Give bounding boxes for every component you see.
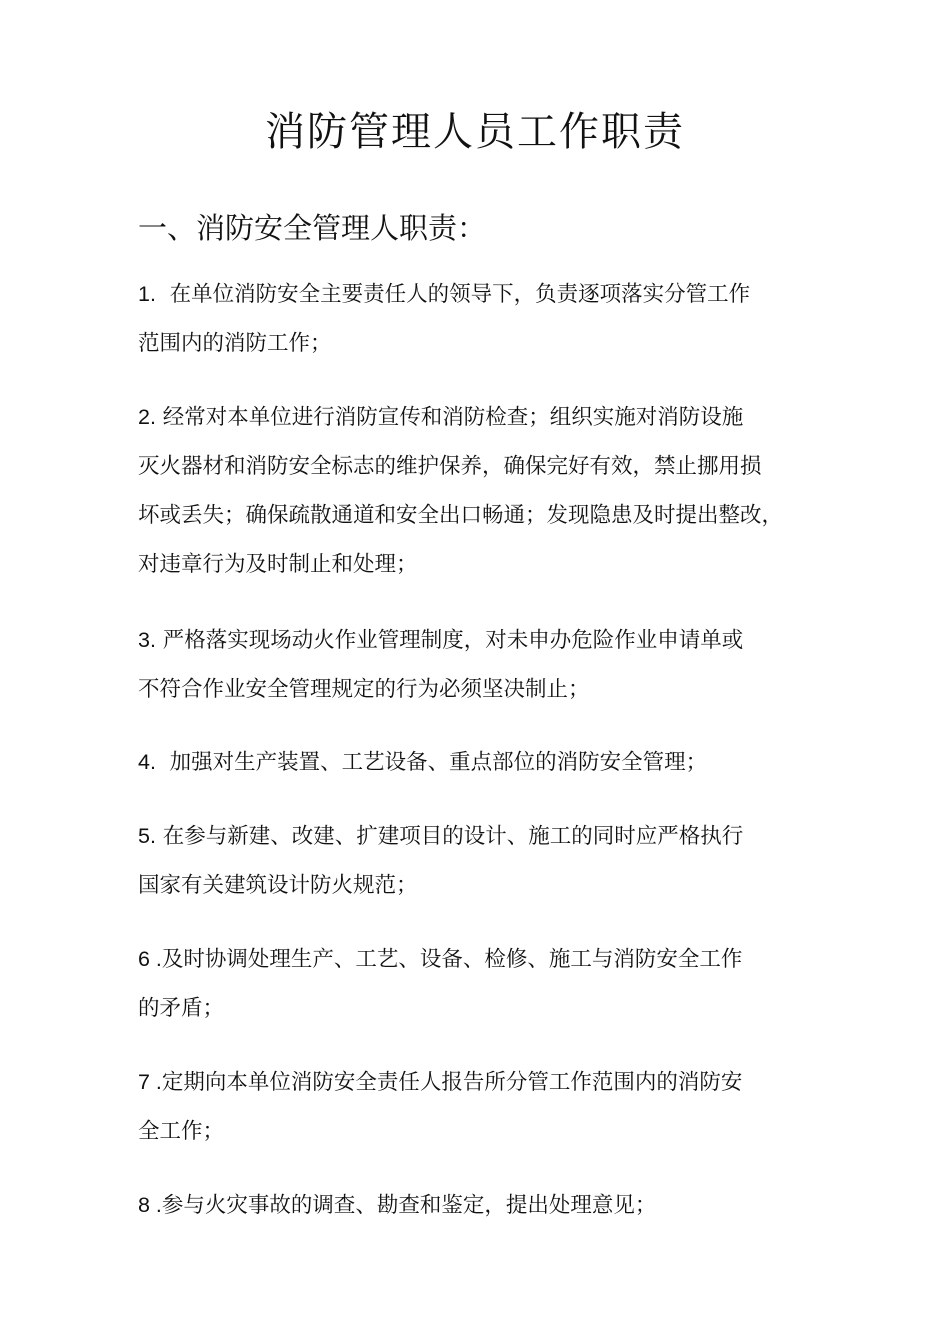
duty-item-7 xyxy=(138,1058,838,1156)
duty-item-line: 灭火器材和消防安全标志的维护保养，确保完好有效，禁止挪用损 xyxy=(138,454,762,479)
item-text: 参与火灾事故的调查、勘查和鉴定，提出处理意见； xyxy=(161,1193,657,1218)
duty-item-line: 对违章行为及时制止和处理； xyxy=(138,552,418,577)
duty-item-3 xyxy=(138,616,838,714)
duty-item-line: 国家有关建筑设计防火规范； xyxy=(138,873,418,898)
item-number: 6 . xyxy=(138,947,162,971)
duty-item-line xyxy=(138,270,838,319)
duty-item-line: 范围内的消防工作； xyxy=(138,331,332,356)
duty-item-line: 坏或丢失；确保疏散通道和安全出口畅通；发现隐患及时提出整改， xyxy=(138,503,784,528)
duty-item-line: 不符合作业安全管理规定的行为必须坚决制止； xyxy=(138,677,590,702)
duty-item-line xyxy=(138,1058,838,1107)
duty-item-line xyxy=(138,935,838,984)
duty-item-line xyxy=(138,1181,838,1230)
duty-item-2 xyxy=(138,393,838,589)
item-text: 严格落实现场动火作业管理制度，对未申办危险作业申请单或 xyxy=(162,628,744,653)
duty-item-5 xyxy=(138,812,838,910)
item-text: 在参与新建、改建、扩建项目的设计、施工的同时应严格执行 xyxy=(162,824,744,849)
duty-item-line xyxy=(138,393,838,442)
item-number: 4. xyxy=(138,750,156,774)
item-text: 定期向本单位消防安全责任人报告所分管工作范围内的消防安 xyxy=(161,1070,743,1095)
duty-item-8 xyxy=(138,1181,838,1230)
duty-item-line: 的矛盾； xyxy=(138,996,225,1021)
item-number: 7 . xyxy=(138,1070,162,1094)
duty-item-line xyxy=(138,812,838,861)
item-number: 3. xyxy=(138,628,156,652)
item-number: 8 . xyxy=(138,1193,162,1217)
item-text: 经常对本单位进行消防宣传和消防检查；组织实施对消防设施 xyxy=(162,405,744,430)
item-number: 2. xyxy=(138,405,156,429)
item-number: 5. xyxy=(138,824,156,848)
section-heading: 一、消防安全管理人职责： xyxy=(138,211,487,245)
duty-item-4 xyxy=(138,738,838,787)
duty-item-line xyxy=(138,738,838,787)
duty-item-line xyxy=(138,616,838,665)
duty-item-6 xyxy=(138,935,838,1033)
item-number: 1. xyxy=(138,282,156,306)
duty-item-line: 全工作； xyxy=(138,1119,225,1144)
item-text: 在单位消防安全主要责任人的领导下，负责逐项落实分管工作 xyxy=(169,282,751,307)
item-text: 加强对生产装置、工艺设备、重点部位的消防安全管理； xyxy=(169,750,708,775)
page-title: 消防管理人员工作职责 xyxy=(265,109,685,155)
duty-item-1 xyxy=(138,270,838,368)
item-text: 及时协调处理生产、工艺、设备、检修、施工与消防安全工作 xyxy=(161,947,743,972)
